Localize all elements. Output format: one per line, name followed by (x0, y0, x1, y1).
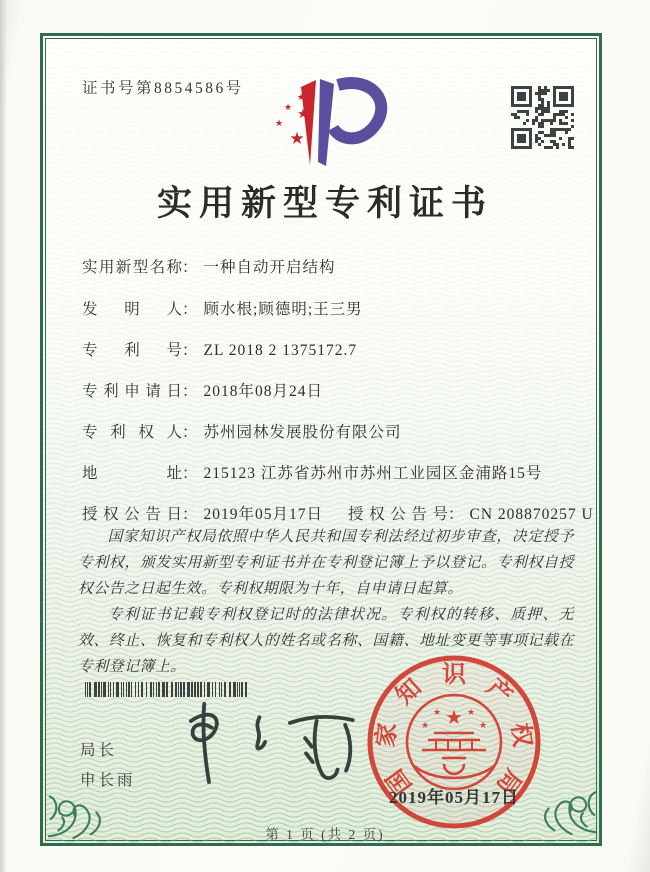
field-row-patentee (82, 420, 402, 442)
colon: ： (182, 342, 198, 359)
cnipa-logo-icon (246, 66, 396, 170)
colon: ： (182, 259, 198, 276)
page-footer: 第 1 页 (共 2 页) (265, 827, 385, 842)
field-label: 地址 (82, 465, 182, 482)
svg-text:★: ★ (296, 93, 306, 103)
svg-text:产: 产 (481, 674, 517, 710)
certificate-title: 实用新型专利证书 (156, 184, 493, 223)
legal-paragraph-1: 国家知识产权局依照中华人民共和国专利法经过初步审查，决定授予专利权，颁发实用新型专利证书并在专利登记簿上予以登记。专利权自授权公告之日起生效。专利权期限为十年，自申请日起算。 (78, 529, 574, 597)
colon: ： (448, 506, 464, 523)
field-value: CN 208870257 U (469, 506, 594, 523)
field-row-filing-date (82, 379, 323, 401)
colon: ： (182, 383, 198, 400)
handwritten-signature-icon (168, 694, 368, 790)
field-value: 2019年05月17日 (203, 506, 324, 523)
qr-code-icon (511, 86, 574, 149)
svg-text:知: 知 (391, 674, 427, 710)
svg-text:★: ★ (432, 708, 442, 718)
colon: ： (182, 301, 198, 318)
svg-text:国: 国 (382, 764, 418, 799)
svg-text:★: ★ (478, 721, 488, 731)
field-value: 2018年08月24日 (203, 383, 324, 400)
field-row-name (82, 255, 336, 277)
svg-text:识: 识 (442, 662, 466, 688)
colon: ： (182, 465, 198, 482)
field-value: 一种自动开启结构 (203, 259, 336, 276)
colon: ： (182, 424, 198, 441)
legal-paragraph-2: 专利证书记载专利权登记时的法律状况。专利权的转移、质押、无效、终止、恢复和专利权人的姓名或名称、国籍、地址变更等事项记载在专利登记簿上。 (78, 607, 574, 675)
field-value: 215123 江苏省苏州市苏州工业园区金浦路15号 (203, 465, 543, 482)
field-row-address (82, 461, 542, 483)
field-row-grant (82, 502, 594, 524)
field-label: 发明人 (82, 301, 182, 318)
field-label: 授权公告日 (82, 506, 182, 523)
certificate-number: 证书号第8854586号 (82, 80, 244, 97)
field-label: 专利申请日 (82, 383, 182, 400)
field-row-inventors (82, 297, 363, 319)
svg-text:★: ★ (466, 708, 476, 718)
field-label: 实用新型名称 (82, 259, 182, 276)
svg-text:★: ★ (274, 119, 284, 129)
field-value: 顾水根;顾德明;王三男 (203, 301, 363, 318)
director-name: 申长雨 (80, 772, 136, 789)
field-label: 专利权人 (82, 424, 182, 441)
svg-text:★: ★ (283, 103, 293, 113)
field-row-patent-number (82, 338, 357, 360)
field-value: ZL 2018 2 1375172.7 (203, 342, 358, 359)
seal-date: 2019年05月17日 (389, 788, 519, 807)
svg-text:局: 局 (490, 764, 526, 799)
svg-text:★: ★ (289, 129, 305, 149)
svg-text:★: ★ (445, 705, 463, 729)
svg-text:家: 家 (373, 721, 402, 749)
svg-text:权: 权 (506, 721, 535, 749)
grant-number-pair (348, 502, 594, 524)
director-title: 局长 (80, 742, 118, 759)
colon: ： (182, 506, 198, 523)
field-value: 苏州园林发展股份有限公司 (203, 424, 402, 441)
field-label: 专利号 (82, 342, 182, 359)
field-label: 授权公告号 (348, 506, 448, 523)
svg-text:★: ★ (297, 107, 309, 122)
svg-text:★: ★ (420, 721, 430, 731)
